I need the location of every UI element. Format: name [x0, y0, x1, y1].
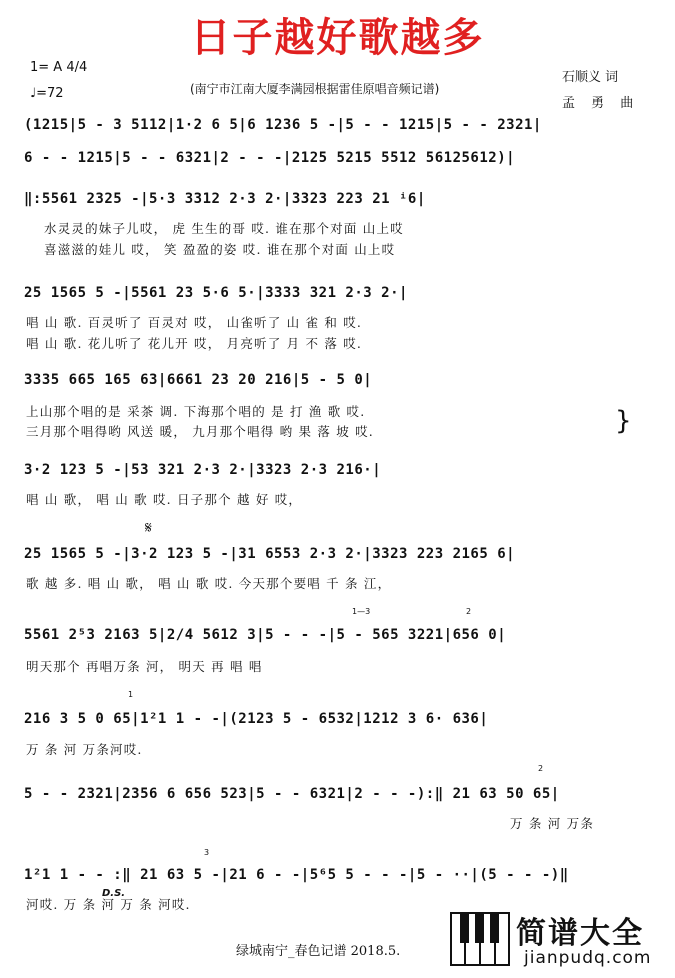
volta-bracket: 2 [538, 764, 544, 773]
lyric-line: 歌 越 多. 唱 山 歌， 唱 山 歌 哎. 今天那个要唱 千 条 江， [26, 576, 392, 591]
site-logo[interactable] [450, 906, 670, 974]
score-line-9: 216 3 5 0 65|1²1 1 - -|(2123 5 - 6532|1212 3 6· 636| [24, 711, 489, 727]
lyric-line: 万 条 河 万条河哎. [26, 742, 143, 757]
lyric-line: 唱 山 歌. 花儿听了 花儿开 哎， 月亮听了 月 不 落 哎. [26, 336, 363, 351]
segno-sign: 𝄋 [145, 518, 152, 537]
lyric-line: 唱 山 歌， 唱 山 歌 哎. 日子那个 越 好 哎， [26, 492, 303, 507]
lyric-line: 河哎. 万 条 河 万 条 河哎. [26, 897, 191, 912]
transcription-note: (南宁市江南大厦李满园根据雷佳原唱音频记谱) [190, 82, 440, 96]
lyricist-credit: 石顺义 词 [562, 70, 619, 85]
score-line-10: 5 - - 2321|2356 6 656 523|5 - - 6321|2 - - -):‖ 21 63 50 65| [24, 786, 560, 802]
lyric-line: 万 条 河 万条 [510, 816, 595, 831]
score-line-3: ‖:5561 2325 -|5·3 3312 2·3 2·|3323 223 21 ⁱ6| [24, 191, 426, 207]
lyric-line: 水灵灵的妹子儿哎， 虎 生生的哥 哎. 谁在那个对面 山上哎 [44, 221, 404, 236]
logo-url[interactable]: jianpudq.com [524, 948, 652, 968]
score-line-6: 3·2 123 5 -|53 321 2·3 2·|3323 2·3 216·| [24, 462, 382, 478]
score-line-7: 25 1565 5 -|3·2 123 5 -|31 6553 2·3 2·|3323 223 2165 6| [24, 546, 516, 562]
volta-bracket: 2 [466, 607, 472, 616]
lyric-line: 明天那个 再唱万条 河， 明天 再 唱 唱 [26, 659, 263, 674]
composer-credit: 孟 勇 曲 [562, 96, 640, 111]
dal-segno-mark: D.S. [102, 888, 126, 899]
score-line-11: 1²1 1 - - :‖ 21 63 5 -|21 6 - -|5⁶5 5 - - -|5 - ··|(5 - - -)‖ [24, 867, 569, 883]
lyric-line: 喜滋滋的娃儿 哎， 笑 盈盈的姿 哎. 谁在那个对面 山上哎 [44, 242, 396, 257]
logo-name: 简谱大全 [516, 916, 644, 951]
lyric-line: 唱 山 歌. 百灵听了 百灵对 哎， 山雀听了 山 雀 和 哎. [26, 315, 363, 330]
score-line-4: 25 1565 5 -|5561 23 5·6 5·|3333 321 2·3 2·| [24, 285, 408, 301]
score-line-8: 5561 2⁵3 2163 5|2/4 5612 3|5 - - -|5 - 565 3221|656 0| [24, 627, 507, 643]
volta-bracket: 1—3 [352, 607, 371, 616]
score-line-5: 3335 665 165 63|6661 23 20 216|5 - 5 0| [24, 372, 373, 388]
verse-brace: } [615, 406, 632, 436]
volta-bracket: 3 [204, 848, 210, 857]
tempo-marking: ♩=72 [30, 86, 64, 101]
transcriber-credit: 绿城南宁_春色记谱 2018.5. [236, 944, 401, 959]
score-line-2: 6 - - 1215|5 - - 6321|2 - - -|2125 5215 5512 56125612)| [24, 150, 516, 166]
page-title: 日子越好歌越多 [190, 15, 485, 61]
lyric-line: 三月那个唱得哟 风送 暖， 九月那个唱得 哟 果 落 坡 哎. [26, 424, 374, 439]
score-line-1: (1215|5 - 3 5112|1·2 6 5|6 1236 5 -|5 - - 1215|5 - - 2321| [24, 117, 542, 133]
lyric-line: 上山那个唱的是 采茶 调. 下海那个唱的 是 打 渔 歌 哎. [26, 404, 366, 419]
key-signature: 1= A 4/4 [30, 60, 88, 75]
piano-keys-icon [450, 912, 510, 966]
volta-bracket: 1 [128, 690, 134, 699]
